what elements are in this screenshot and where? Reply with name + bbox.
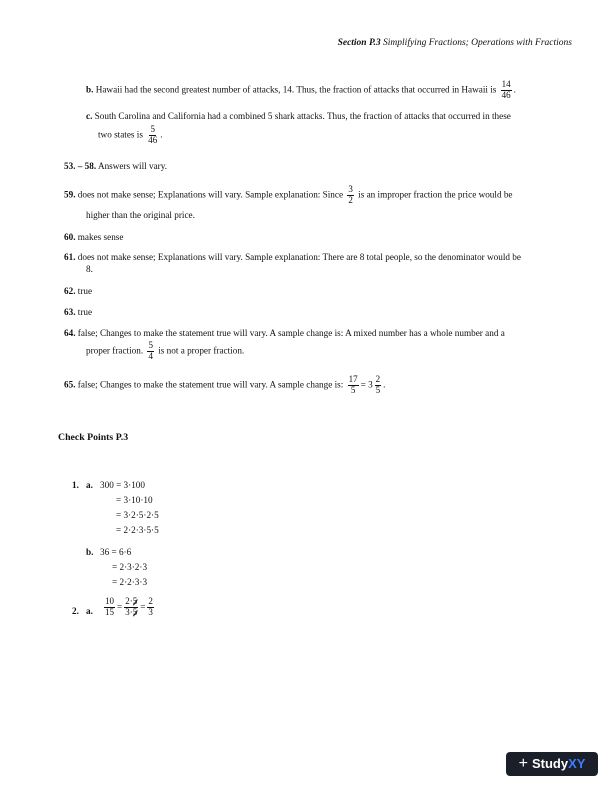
item-text: Answers will vary. bbox=[97, 161, 168, 171]
item-text: Hawaii had the second greatest number of attacks, 14. Thus, the fraction of attacks that occurred in Hawaii is bbox=[95, 84, 497, 95]
math-line: = 3·2·5·2·5 bbox=[116, 510, 159, 520]
math-line: = 2·3·2·3 bbox=[112, 562, 148, 572]
item-60: 60. makes sense bbox=[64, 232, 124, 242]
fraction: $\frac{2}{3}$ bbox=[148, 596, 153, 617]
running-header bbox=[338, 38, 572, 50]
math-line: 300 = 3·100 bbox=[100, 480, 145, 490]
fraction-cancelled: $\frac{2\cdot 5}{3\cdot 5}$ bbox=[125, 596, 138, 617]
item-61-line2: 8. bbox=[86, 264, 93, 274]
simplification-expression: $\frac{10}{15}$ = $\frac{2\cdot 5}{3\cdot 5}$ = $\frac{2}{3}$ bbox=[105, 596, 153, 617]
item-53-58 bbox=[64, 161, 167, 173]
item-61: 61. does not make sense; Explanations will vary. Sample explanation: There are 8 total people, so the denominator would be bbox=[64, 252, 521, 262]
cancelled-factor: 5 bbox=[132, 606, 138, 617]
item-label: 65. bbox=[64, 379, 76, 390]
item-c-line2: two states is $\frac{5}{46}$ . bbox=[98, 124, 163, 145]
fraction: $\frac{14}{46}$ bbox=[501, 79, 511, 100]
cancelled-factor: 5 bbox=[132, 596, 138, 606]
fraction: $\frac{17}{5}$ bbox=[348, 374, 358, 395]
item-label: 62. bbox=[64, 286, 76, 296]
item-label: b. bbox=[86, 84, 94, 95]
item-c bbox=[86, 111, 511, 123]
fraction: $\frac{10}{15}$ bbox=[105, 596, 114, 617]
item-text: South Carolina and California had a combined 5 shark attacks. Thus, the fraction of attacks that occurred in these bbox=[94, 111, 511, 121]
item-59: 59. does not make sense; Explanations will vary. Sample explanation: Since $\frac{3}{2}$ is an improper fraction the price would be bbox=[64, 184, 513, 205]
item-label: 64. bbox=[64, 328, 76, 338]
math-line: 36 = 6·6 bbox=[100, 547, 132, 557]
item-64-line2: proper fraction. $\frac{5}{4}$ is not a proper fraction. bbox=[86, 340, 245, 361]
math-line: = 2·2·3·5·5 bbox=[116, 525, 159, 535]
section-heading: Check Points P.3 bbox=[58, 432, 129, 443]
item-label: 59. bbox=[64, 189, 76, 200]
item-label: 63. bbox=[64, 307, 76, 317]
item-label: 53. – 58. bbox=[64, 161, 97, 171]
section-title: Simplifying Fractions; Operations with Fractions bbox=[383, 38, 572, 48]
item-label: 60. bbox=[64, 232, 76, 242]
studyxy-logo: + Study XY bbox=[506, 752, 598, 776]
item-65: 65. false; Changes to make the statement true will vary. A sample change is: $\frac{17}{5}$ = 3 $\frac{2}{5}$ . bbox=[64, 374, 386, 395]
item-label: c. bbox=[86, 111, 93, 121]
problem-1-label: 1. bbox=[72, 480, 79, 490]
item-62: 62. true bbox=[64, 286, 93, 296]
plus-icon: + bbox=[518, 755, 528, 772]
fraction: $\frac{5}{46}$ bbox=[148, 124, 158, 145]
fraction: $\frac{5}{4}$ bbox=[148, 340, 153, 361]
item-b: b. Hawaii had the second greatest number of attacks, 14. Thus, the fraction of attacks that occurred in Hawaii is $\frac{14}{46}$ . bbox=[86, 79, 516, 100]
problem-2-label: 2. bbox=[72, 606, 79, 616]
problem-1b-label: b. bbox=[86, 547, 94, 557]
item-label: 61. bbox=[64, 252, 76, 262]
fraction: $\frac{2}{5}$ bbox=[375, 374, 381, 395]
math-line: = 3·10·10 bbox=[116, 495, 153, 505]
section-label: Section P.3 bbox=[337, 38, 381, 48]
problem-2a-label: a. bbox=[86, 606, 93, 616]
item-59-line2: higher than the original price. bbox=[86, 210, 195, 220]
item-63: 63. true bbox=[64, 307, 93, 317]
fraction: $\frac{3}{2}$ bbox=[348, 184, 353, 205]
item-64: 64. false; Changes to make the statement true will vary. A sample change is: A mixed number has a whole number and a bbox=[64, 328, 505, 338]
math-line: = 2·2·3·3 bbox=[112, 577, 148, 587]
problem-1a-label: a. bbox=[86, 480, 93, 490]
